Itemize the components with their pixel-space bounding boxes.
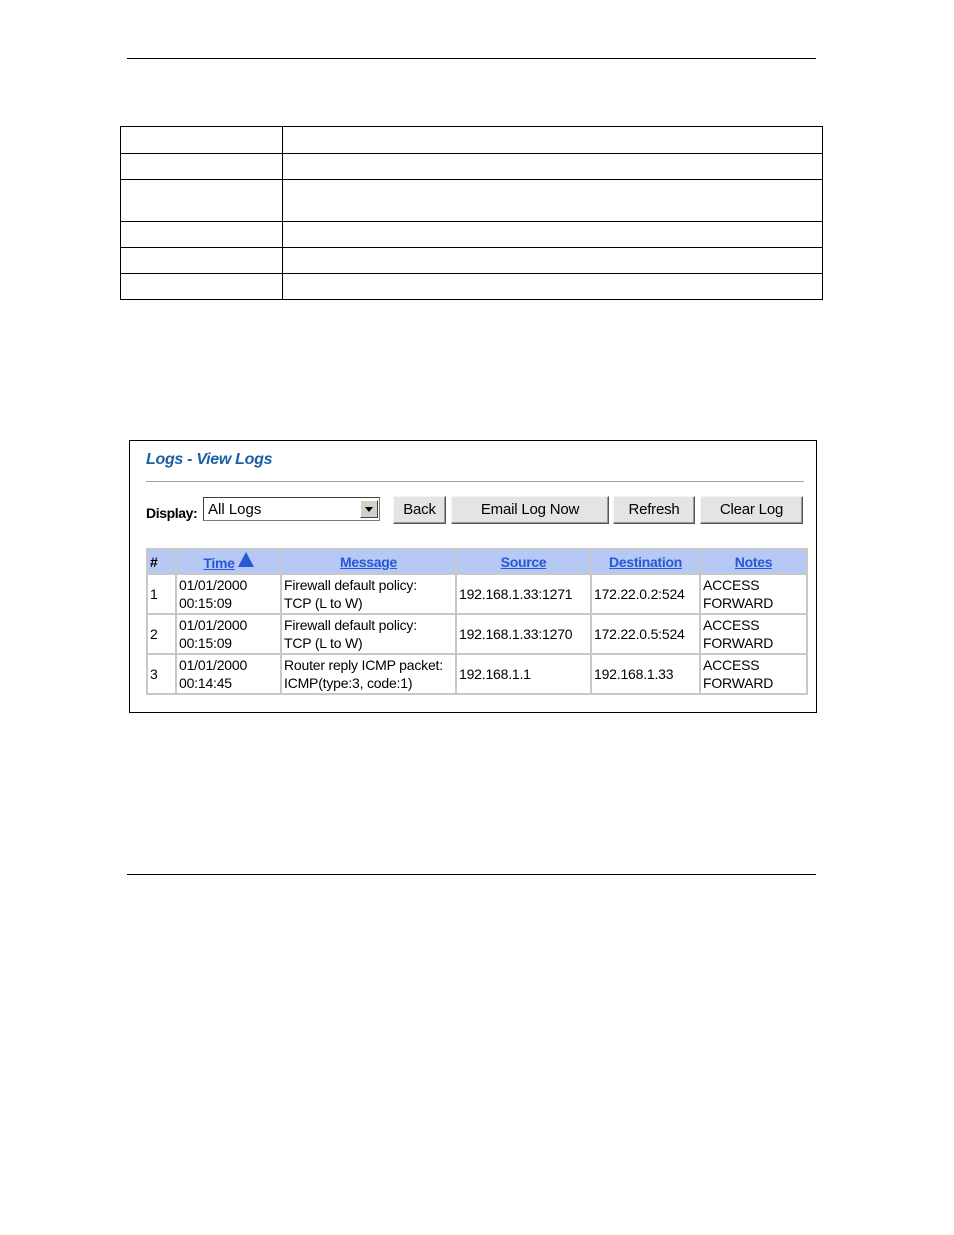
log-time-text: 00:15:09 xyxy=(179,635,232,651)
table-row xyxy=(121,248,823,274)
display-select-value: All Logs xyxy=(208,501,262,518)
log-date-text: 01/01/2000 xyxy=(179,617,248,633)
log-time xyxy=(176,654,281,694)
log-message xyxy=(281,574,456,614)
log-message-line2: TCP (L to W) xyxy=(284,595,363,611)
log-time-text: 00:15:09 xyxy=(179,595,232,611)
table-row xyxy=(121,180,823,222)
table-header-row xyxy=(147,549,807,574)
title-divider xyxy=(146,481,804,482)
log-destination: 172.22.0.5:524 xyxy=(591,614,700,654)
header-rule xyxy=(127,58,816,59)
log-source: 192.168.1.1 xyxy=(456,654,591,694)
column-header-time-label[interactable]: Time xyxy=(203,555,235,571)
table-row xyxy=(147,614,807,654)
log-notes-line2: FORWARD xyxy=(703,675,774,691)
log-date-text: 01/01/2000 xyxy=(179,657,248,673)
log-notes-line1: ACCESS xyxy=(703,577,760,593)
table-row xyxy=(147,654,807,694)
log-date-text: 01/01/2000 xyxy=(179,577,248,593)
log-source: 192.168.1.33:1271 xyxy=(456,574,591,614)
log-destination: 192.168.1.33 xyxy=(591,654,700,694)
log-notes-line1: ACCESS xyxy=(703,657,760,673)
log-notes xyxy=(700,574,807,614)
log-message-line1: Firewall default policy: xyxy=(284,577,417,593)
log-message xyxy=(281,614,456,654)
log-message-line1: Router reply ICMP packet: xyxy=(284,657,443,673)
column-header-number: # xyxy=(147,549,176,574)
back-button[interactable]: Back xyxy=(393,496,446,524)
column-header-source[interactable]: Source xyxy=(456,549,591,574)
log-notes-line2: FORWARD xyxy=(703,595,774,611)
table-row xyxy=(121,274,823,300)
log-notes xyxy=(700,614,807,654)
table-row xyxy=(121,222,823,248)
log-notes-line2: FORWARD xyxy=(703,635,774,651)
log-number: 2 xyxy=(147,614,176,654)
column-header-time[interactable] xyxy=(176,549,281,574)
email-log-now-button[interactable]: Email Log Now xyxy=(451,496,609,524)
table-row xyxy=(121,154,823,180)
footer-rule xyxy=(127,874,816,875)
chevron-down-icon[interactable] xyxy=(360,500,378,518)
display-label: Display: xyxy=(146,505,198,521)
description-table xyxy=(120,126,823,300)
log-time-text: 00:14:45 xyxy=(179,675,232,691)
log-notes xyxy=(700,654,807,694)
log-source: 192.168.1.33:1270 xyxy=(456,614,591,654)
refresh-button[interactable]: Refresh xyxy=(613,496,695,524)
log-table xyxy=(146,548,808,695)
log-number: 3 xyxy=(147,654,176,694)
display-select[interactable] xyxy=(203,497,380,521)
log-number: 1 xyxy=(147,574,176,614)
log-message-line2: ICMP(type:3, code:1) xyxy=(284,675,413,691)
clear-log-button[interactable]: Clear Log xyxy=(700,496,803,524)
log-time xyxy=(176,574,281,614)
column-header-destination[interactable]: Destination xyxy=(591,549,700,574)
log-message-line1: Firewall default policy: xyxy=(284,617,417,633)
sort-ascending-icon[interactable] xyxy=(238,552,254,567)
table-row xyxy=(147,574,807,614)
page-title: Logs - View Logs xyxy=(146,451,273,468)
log-message-line2: TCP (L to W) xyxy=(284,635,363,651)
column-header-message[interactable]: Message xyxy=(281,549,456,574)
view-logs-screenshot xyxy=(129,440,817,713)
table-row xyxy=(121,127,823,154)
log-destination: 172.22.0.2:524 xyxy=(591,574,700,614)
column-header-notes[interactable]: Notes xyxy=(700,549,807,574)
log-message xyxy=(281,654,456,694)
log-time xyxy=(176,614,281,654)
log-notes-line1: ACCESS xyxy=(703,617,760,633)
